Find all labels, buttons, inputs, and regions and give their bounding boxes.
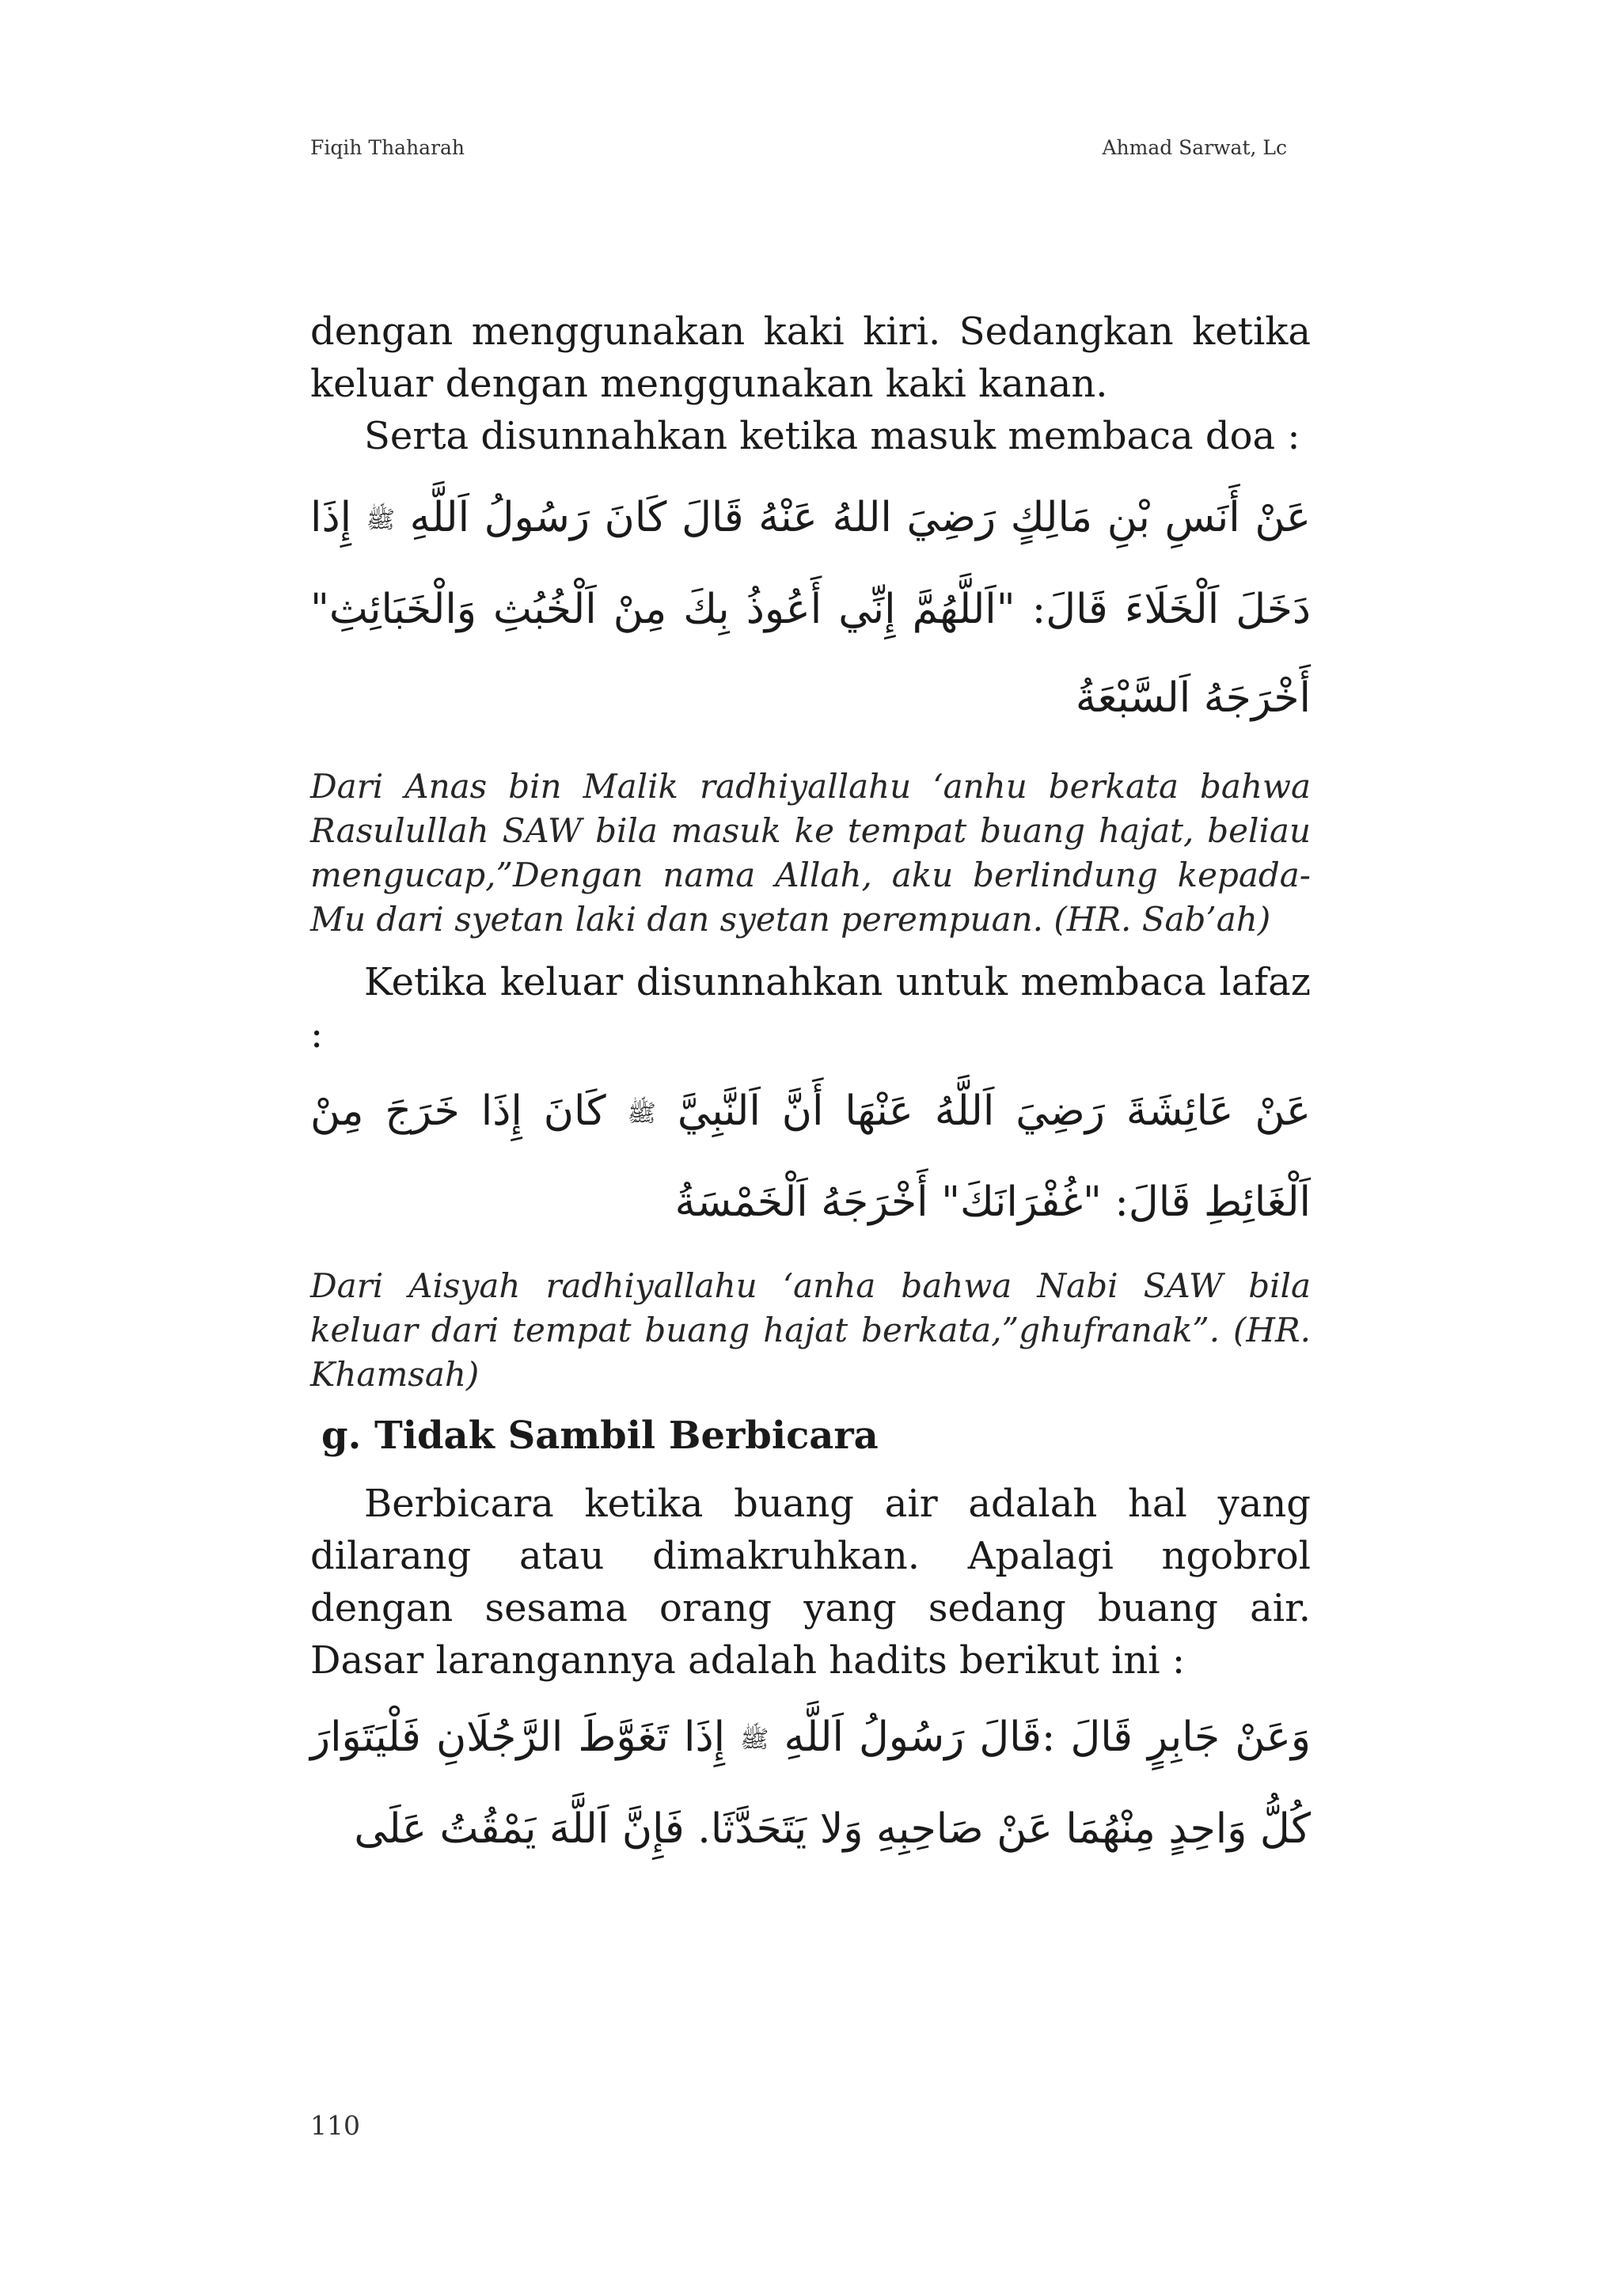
salla-symbol: ﷺ [366,506,395,534]
salla-symbol: ﷺ [740,1725,769,1754]
page-body [310,306,1311,1873]
paragraph-speaking: Berbicara ketika buang air adalah hal yang dilarang atau dimakruhkan. Apalagi ngobrol dengan sesama orang yang sedang buang air. Dasar larangannya adalah hadits berikut ini : [310,1482,1311,1683]
hadith-aisyah-arabic [310,1067,1311,1247]
hadith-anas-arabic [310,473,1311,742]
paragraph-continuation: dengan menggunakan kaki kiri. Sedangkan ketika keluar dengan menggunakan kaki kanan. [310,309,1311,406]
salla-symbol: ﷺ [627,1099,656,1127]
running-head-author: Ahmad Sarwat, Lc [1102,136,1287,159]
hadith-aisyah-translation: Dari Aisyah radhiyallahu ‘anha bahwa Nabi SAW bila keluar dari tempat buang hajat berkata,”ghufranak”. (HR. Khamsah) [310,1266,1311,1394]
hadith-anas-arabic-part2: إِذَا دَخَلَ اَلْخَلَاءَ قَالَ: "اَللَّهُمَّ إِنِّي أَعُوذُ بِكَ مِنْ اَلْخُبُثِ وَالْخَبَائِثِ" أَخْرَجَهُ اَلسَّبْعَةُ [310,494,1311,722]
hadith-anas-translation: Dari Anas bin Malik radhiyallahu ‘anhu berkata bahwa Rasulullah SAW bila masuk ke tempat buang hajat, beliau mengucap,”Dengan nama Allah, aku berlindung kepada-Mu dari syetan laki dan syetan perempuan. (HR. Sab’ah) [310,766,1311,939]
running-head-book-title: Fiqih Thaharah [310,136,465,159]
page-number: 110 [310,2110,360,2141]
hadith-aisyah-arabic-part2: كَانَ إِذَا خَرَجَ مِنْ اَلْغَائِطِ قَالَ: "غُفْرَانَكَ" أَخْرَجَهُ اَلْخَمْسَةُ [310,1087,1311,1226]
hadith-jabir-arabic-part2: إِذَا تَغَوَّطَ الرَّجُلَانِ فَلْيَتَوَارَ كُلُّ وَاحِدٍ مِنْهُمَا عَنْ صَاحِبِهِ وَلا يَتَحَدَّثَا. فَإِنَّ اَللَّهَ يَمْقُتُ عَلَى [310,1713,1311,1853]
section-heading: g. Tidak Sambil Berbicara [321,1414,879,1458]
hadith-anas-arabic-part1: عَنْ أَنَسِ بْنِ مَالِكٍ رَضِيَ اللهُ عَنْهُ قَالَ كَانَ رَسُولُ اَللَّهِ [409,494,1311,541]
paragraph-doa-intro: Serta disunnahkan ketika masuk membaca doa : [364,414,1300,458]
paragraph-exit-intro: Ketika keluar disunnahkan untuk membaca lafaz : [310,959,1311,1057]
hadith-jabir-arabic [310,1693,1311,1873]
hadith-jabir-arabic-part1: وَعَنْ جَابِرٍ قَالَ :قَالَ رَسُولُ اَللَّهِ [784,1713,1312,1761]
hadith-aisyah-arabic-part1: عَنْ عَائِشَةَ رَضِيَ اَللَّهُ عَنْهَا أَنَّ اَلنَّبِيَّ [677,1087,1312,1135]
